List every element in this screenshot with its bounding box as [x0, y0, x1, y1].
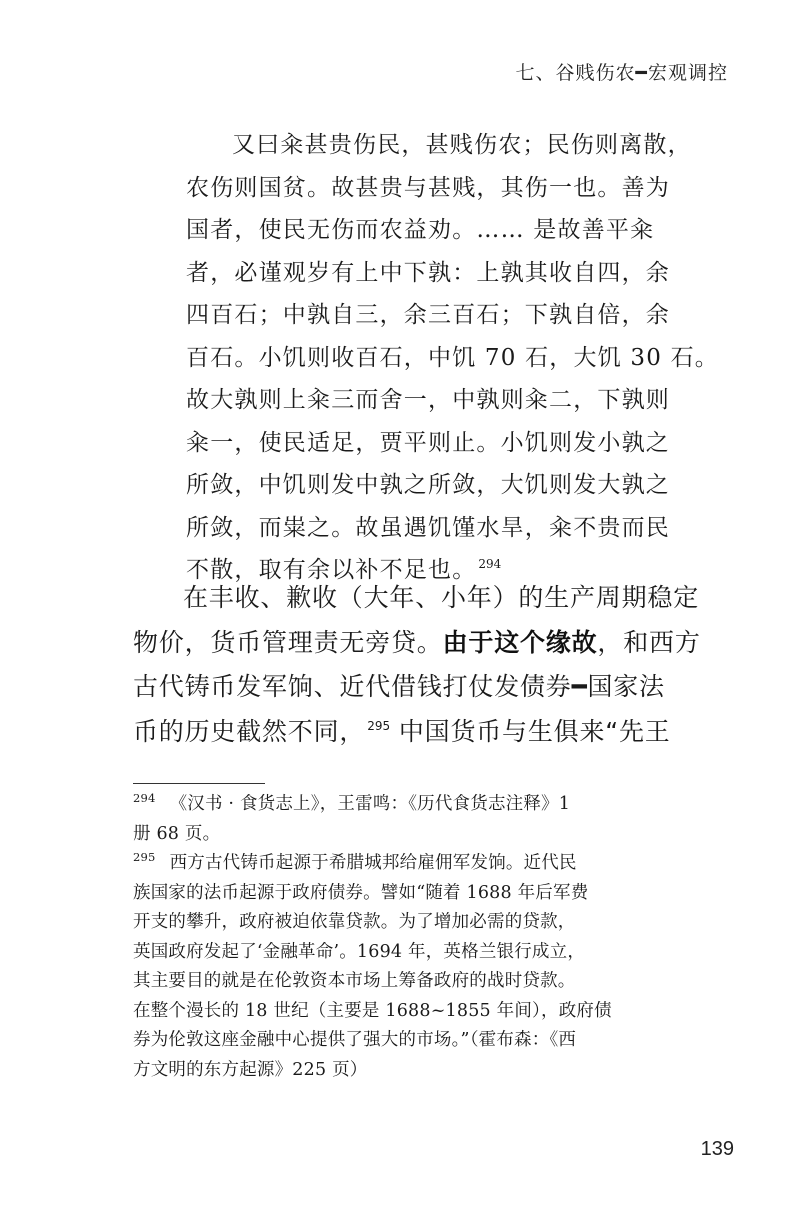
- quote-line-text: 不散，取有余以补不足也。: [186, 557, 477, 583]
- quote-line: 国者，使民无伤而农益劝。…… 是故善平籴: [186, 217, 655, 243]
- body-line: [133, 621, 701, 666]
- emphasis-text: 由于这个缘故: [442, 627, 598, 657]
- footnote-divider: [133, 783, 265, 784]
- footnote-line: 册 68 页。: [133, 823, 221, 844]
- quote-line: 四百石；中孰自三，余三百石；下孰自倍，余: [186, 302, 670, 328]
- quote-line: 者，必谨观岁有上中下孰：上孰其收自四，余: [186, 259, 670, 286]
- footnotes: [133, 790, 698, 1085]
- footnote-ref-295: 295: [367, 719, 391, 734]
- footnote-294: [133, 790, 698, 849]
- quote-line: 故大孰则上籴三而舍一，中孰则籴二，下孰则: [186, 387, 670, 413]
- footnote-text: 西方古代铸币起源于希腊城邦给雇佣军发饷。近代民: [169, 853, 577, 873]
- footnote-line: 在整个漫长的 18 世纪（主要是 1688~1855 年间），政府债: [133, 1000, 612, 1021]
- body-text: 币的历史截然不同，: [133, 716, 366, 746]
- body-text: 中国货币与生俱来“先王: [390, 716, 671, 746]
- footnote-text: 《汉书 · 食货志上》，王雷鸣：《历代食货志注释》1: [169, 794, 571, 814]
- quote-line: 农伤则国贫。故甚贵与甚贱，其伤一也。善为: [186, 174, 670, 201]
- block-quote: [186, 124, 719, 592]
- footnote-line: 英国政府发起了‘金融革命’。1694 年，英格兰银行成立，: [133, 941, 586, 962]
- quote-line: 所敛，中饥则发中孰之所敛，大饥则发大孰之: [186, 472, 670, 498]
- body-paragraph: [133, 576, 701, 754]
- body-text: 物价，货币管理责无旁贷。: [133, 627, 443, 657]
- footnote-line: 族国家的法币起源于政府债券。譬如“随着 1688 年后军费: [133, 882, 589, 903]
- footnote-line: 开支的攀升，政府被迫依靠贷款。为了增加必需的贷款，: [133, 912, 576, 932]
- footnote-number: 295: [133, 850, 156, 865]
- body-line: 古代铸币发军饷、近代借钱打仗发债券━国家法: [133, 672, 665, 701]
- footnote-295: [133, 849, 698, 1085]
- body-text: ，和西方: [597, 627, 701, 657]
- page-number: 139: [700, 1138, 734, 1160]
- quote-line: 所敛，而粜之。故虽遇饥馑水旱，籴不贵而民: [186, 514, 670, 541]
- footnote-line: [133, 849, 698, 879]
- footnote-line: [133, 790, 698, 820]
- footnote-line: 其主要目的就是在伦敦资本市场上筹备政府的战时贷款。: [133, 971, 576, 991]
- body-line: [133, 710, 698, 755]
- body-line: 在丰收、歉收（大年、小年）的生产周期稳定: [183, 583, 700, 612]
- footnote-number: 294: [133, 791, 156, 806]
- running-header: 七、谷贱伤农━宏观调控: [515, 62, 728, 84]
- footnote-line: 方文明的东方起源》225 页）: [133, 1059, 368, 1080]
- footnote-ref-294: 294: [478, 557, 502, 572]
- quote-line: 又曰籴甚贵伤民，甚贱伤农；民伤则离散，: [232, 132, 692, 158]
- footnote-line: 券为伦敦这座金融中心提供了强大的市场。”（霍布森：《西: [133, 1030, 577, 1050]
- quote-line: 百石。小饥则收百石，中饥 70 石，大饥 30 石。: [186, 344, 719, 371]
- quote-line: 籴一，使民适足，贾平则止。小饥则发小孰之: [186, 429, 670, 456]
